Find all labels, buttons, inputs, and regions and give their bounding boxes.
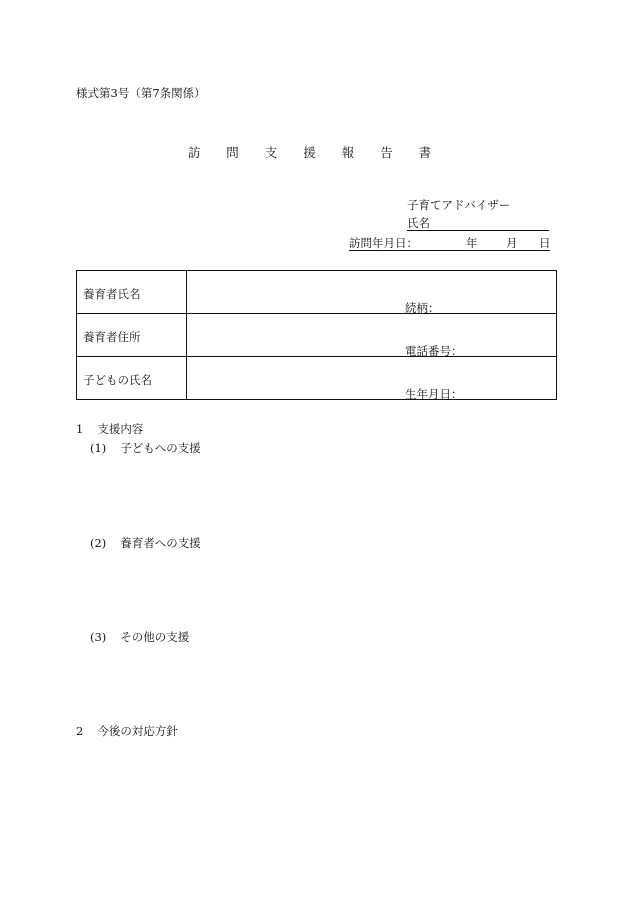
advisor-name-field[interactable] bbox=[407, 215, 549, 231]
section-support-content bbox=[76, 421, 143, 437]
guardian-address-label: 養育者住所 bbox=[77, 314, 187, 357]
document-title: 訪 問 支 援 報 告 書 bbox=[187, 145, 443, 160]
form-number: 様式第3号（第7条関係） bbox=[76, 86, 206, 100]
child-name-cell[interactable] bbox=[187, 357, 557, 400]
visit-date-year: 年 bbox=[466, 236, 478, 250]
advisor-name-label: 氏名 bbox=[407, 216, 430, 230]
subsection-guardian-support bbox=[90, 535, 201, 551]
section-title: 支援内容 bbox=[97, 422, 144, 436]
visit-date-label: 訪問年月日： bbox=[349, 236, 418, 250]
guardian-name-label: 養育者氏名 bbox=[77, 271, 187, 314]
visit-date-month: 月 bbox=[506, 236, 518, 250]
section-number: 1 bbox=[76, 422, 84, 436]
advisor-title: 子育てアドバイザー bbox=[407, 198, 511, 212]
subsection-number: (1) bbox=[90, 441, 107, 455]
section-number: 2 bbox=[76, 724, 84, 738]
table-row bbox=[77, 271, 557, 314]
birthdate-label: 生年月日： bbox=[405, 387, 463, 401]
subsection-other-support bbox=[90, 629, 189, 645]
subsection-title: 子どもへの支援 bbox=[120, 441, 201, 455]
phone-label: 電話番号： bbox=[405, 344, 463, 358]
info-table bbox=[76, 270, 557, 400]
section-future-policy bbox=[76, 723, 178, 739]
visit-date-field[interactable] bbox=[349, 235, 550, 251]
subsection-number: (3) bbox=[90, 630, 107, 644]
subsection-title: その他の支援 bbox=[120, 630, 190, 644]
section-title: 今後の対応方針 bbox=[97, 724, 178, 738]
relationship-label: 続柄： bbox=[405, 301, 440, 315]
guardian-address-cell[interactable] bbox=[187, 314, 557, 357]
subsection-child-support bbox=[90, 440, 201, 456]
subsection-title: 養育者への支援 bbox=[120, 536, 201, 550]
table-row bbox=[77, 357, 557, 400]
guardian-name-cell[interactable] bbox=[187, 271, 557, 314]
table-row bbox=[77, 314, 557, 357]
child-name-label: 子どもの氏名 bbox=[77, 357, 187, 400]
visit-date-day: 日 bbox=[539, 236, 551, 250]
subsection-number: (2) bbox=[90, 536, 107, 550]
